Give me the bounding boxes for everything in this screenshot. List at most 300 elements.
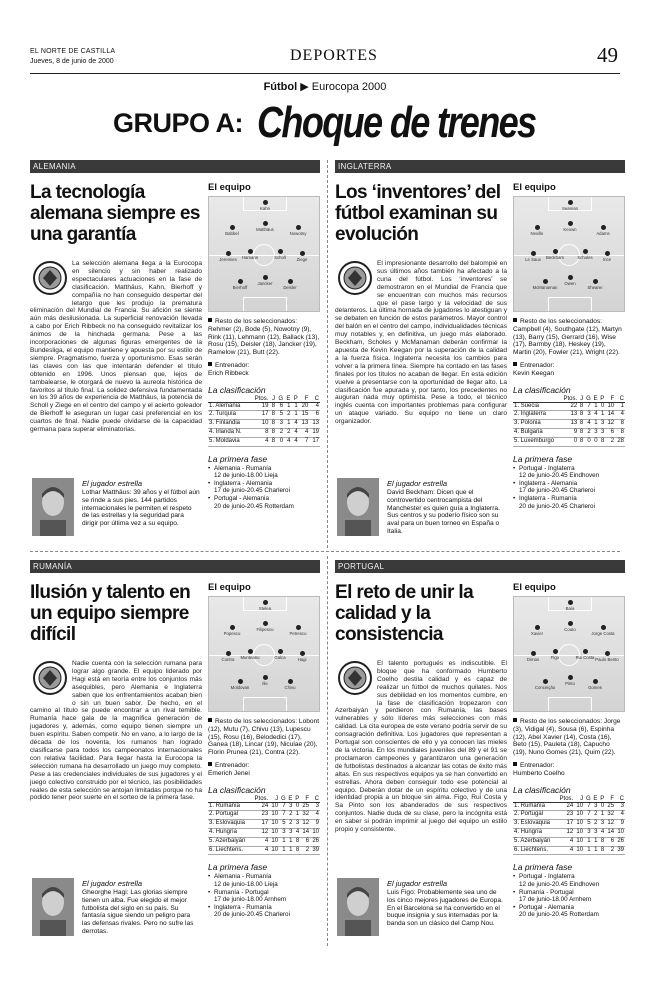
stat-cell: 3 [584,828,592,837]
lineup-pitch [208,196,320,312]
team-section-romania [30,560,320,945]
standings-column-header: J [574,796,584,803]
player-name: Jancker [257,281,273,286]
stat-cell: 22 [560,402,578,411]
stat-cell: 7 [279,811,287,820]
fixture-text: 20 de junio-20.45 Charleroi [519,502,595,510]
star-player-photo [32,478,74,536]
team-name-cell: 2. Turquía [208,411,250,420]
lineup-player [594,251,620,262]
stat-cell: 28 [615,437,625,446]
lineup-player [557,675,583,686]
stat-cell: 4 [251,837,269,846]
standings-column-header: Ptos. [560,396,578,403]
player-marker-icon [288,679,293,684]
lineup-player [289,251,315,262]
table-row [208,437,320,446]
bullet-icon: • [208,903,211,911]
standings-column-header: G [586,395,591,402]
team-name-cell: 1. Rumanía [513,802,556,811]
fixture-line [513,873,625,881]
standings-column-header: J [578,396,584,403]
bullet-icon [208,718,212,722]
fixtures-list [513,873,625,919]
stat-cell: 10 [574,802,584,811]
team-section-portugal [335,560,625,945]
article-text: La selección alemana llega a la Eurocopa en silencio y sin haber realizado espectaculares actuaciones en la fase de clasificación. Matthäus, Kahn, Bierhoff y compañía no han conseguido despertar del letargo que les produjo la prematura eliminación del Mundial de Francia. Su afición se siente aún más desilusionada. La superficial renovación llevada a cabo por Erich Ribbeck no ha conseguido revitalizar los ánimos de la hinchada germana. Pese a las incorporaciones de algunas figuras emergentes de la Bundesliga, el equipo mantiene y apuesta por su estilo de siempre. Pragmatismo, fuerza y oportunismo. Esas serán las claves con las que intentarán defender el título obtenido en 1996. Unos piensan que, lejos de tambalearse, le otorgará de nuevo la aureola histórica de favoritos al título final. La solidez defensiva fundamentada en los 39 años de experiencia de Matthäus, la potencia de Scholl y Ziege en el centro del campo y el acierto goleador de Bierhoff le aseguran un lugar casi preferencial en los cuartos de final. Nadie puede olvidarse de la capacidad germana para superar eliminatorias. [30,260,202,434]
stat-cell: 7 [584,402,592,411]
star-player-photo [32,878,74,936]
article-title: El reto de unir la calidad y la consistencia [335,582,474,645]
standings-table [208,796,320,856]
coach-name: Emerich Jenei [208,769,250,777]
stat-cell: 0 [293,802,300,811]
stat-cell: 0 [592,437,599,446]
player-marker-icon [568,621,573,626]
player-name: Hagi [297,657,307,662]
classification-heading: La clasificación [513,384,571,395]
lineup-player [524,625,550,636]
player-name: Conceição [534,685,556,690]
stat-cell: 2 [584,428,592,437]
stat-cell: 8 [578,437,584,446]
fixture-line [513,911,625,919]
standings-column-header: P [600,795,605,802]
lineup-player [252,621,278,632]
sidebar [513,182,625,510]
lineup-player [557,275,583,286]
stat-cell: 8 [578,411,584,420]
player-name: Baía [565,606,575,611]
fixture-text: Portugal - Alemania [214,494,269,502]
standings-column-header: F [300,796,310,803]
fixture-line [208,480,320,488]
team-name-cell: 3. Eslovaquia [513,820,556,829]
star-label: El jugador estrella [387,479,448,488]
player-name: Gomes [588,685,602,690]
stat-cell: 10 [615,828,625,837]
team-heading: El equipo [513,182,556,193]
player-name: Filipescu [256,627,274,632]
issue-date: Jueves, 8 de junio de 2000 [30,58,114,65]
stat-cell: 8 [578,402,584,411]
player-marker-icon [263,600,268,605]
standings-table [513,796,625,856]
stat-cell: 1 [584,846,592,855]
stat-cell: 5 [276,411,284,420]
kicker [0,80,650,93]
star-label: El jugador estrella [82,879,143,888]
table-row [208,846,320,855]
article-text: El impresionante desarrollo del balompié en sus últimos años también ha afectado a la cuna del fútbol. Los ‘inventores’ se demostraron en el Mundial de Francia que se encuentran con muchos más recursos que el pase largo y la velocidad de sus delanteros. La última hornada de jugadores lo atestiguan y se debaten en función de estos parámetros. Mayor control del balón en el centro del campo, individualidades técnicas muy notables y, en definitiva, un juego más elaborado. Beckham, Scholes y McManaman deberán confirmar la apuesta de Kevin Keegan por la superación de la calidad a la fuerza física. Inglaterra necesita los cambios para volver a la primera línea. Siempre ha contado en las fases finales por los títulos no acaban de llegar. En esta edición vuelve a presentarse con la oportunidad de llegar alto. La clasificación fue apurada y, por tanto, los precedentes no auguran nada muy optimista. Pese a todo, el técnico inglés cuenta con importantes problemas para configurar un ataque variado. Su equipo no tiene un claro organizador. [335,260,507,426]
stat-cell: 1 [291,402,298,411]
lineup-player [285,225,311,236]
team-name-cell: 2. Inglaterra [513,411,560,420]
table-row [208,837,320,846]
bullet-icon: • [208,464,211,472]
stat-cell: 6 [309,411,320,420]
stat-cell: 14 [605,411,615,420]
group-label: GRUPO A: [112,107,243,138]
classification-heading: La clasificación [513,784,571,795]
reserves-text: Resto de los seleccionados: Rehmer (2), Bode (5), Nowotny (9), Rink (11), Lehmann (12), Ballack (13), Rosu (15), Deisler (18), Jancker (19), Ramelow (21), Butt (22). [208,318,320,357]
fixture-text: 12 de junio-18.00 Lieja [214,472,278,480]
fixture-line [208,904,320,912]
player-marker-icon [568,675,573,680]
standings-column-header: J [269,396,276,403]
player-marker-icon [226,651,231,656]
player-marker-icon [543,279,548,284]
player-name: Seaman [561,206,578,211]
stat-cell: 4 [584,420,592,429]
classification-heading: La clasificación [208,784,266,795]
fixture-line [208,881,320,889]
team-name-cell: 3. Finlandia [208,420,250,429]
stat-cell: 4 [309,402,320,411]
fixture-text: Portugal - Alemania [519,903,574,911]
coach-name: Erich Ribbeck [208,369,249,377]
stat-cell: 4 [291,420,298,429]
player-name: Ilie [262,681,268,686]
fixture-line [513,480,625,488]
lineup-player [277,679,303,690]
standings-column-header: F [605,796,615,803]
country-bar: PORTUGAL [335,560,625,573]
player-name: Moldovan [230,685,250,690]
star-label: El jugador estrella [387,879,448,888]
reserves-text: Resto de los seleccionados: Jorge (3), Vidigal (4), Sousa (6), Espinha (12), Abel Xavier (14), Costa (16), Beto (15), Pauleta (18), Capucho (19), Nuno Gomes (21), Quim (22). [513,718,621,757]
lineup-pitch [208,596,320,712]
stat-cell: 3 [592,828,599,837]
stat-cell: 5 [279,820,287,829]
fixture-text: Inglaterra - Alemania [214,479,273,487]
stat-cell: 2 [605,437,615,446]
stat-cell: 32 [300,811,310,820]
star-text: Luis Figo: Probablemente sea uno de los cinco mejores jugadores de Europa. En el Barcelona se ha convertido en el buque insignia y sus internadas por la banda son un clásico del Camp Nou. [387,889,503,928]
article-title: La tecnología alemana siempre es una garantía [30,182,200,245]
fixture-text: Alemania - Rumanía [214,873,272,881]
fixture-text: 20 de junio-20.45 Rotterdam [214,502,294,510]
stat-cell: 14 [605,828,615,837]
stat-cell: 1 [287,837,294,846]
stat-cell: 4 [291,428,298,437]
coach-line [513,762,625,778]
fixture-line [513,495,625,503]
player-name: Contra [221,657,235,662]
stat-cell: 19 [309,428,320,437]
stat-cell: 1 [291,411,298,420]
article-title: Los ‘inventores’ del fútbol examinan su evolución [335,182,501,245]
player-marker-icon [601,625,606,630]
stat-cell: 24 [556,802,574,811]
sidebar [208,182,320,510]
fixture-line [208,465,320,473]
player-marker-icon [278,649,283,654]
stat-cell: 8 [269,437,276,446]
fixture-line [513,904,625,912]
table-row [208,402,320,411]
coach-label: Entrenador: [520,361,555,369]
stat-cell: 2 [284,428,291,437]
player-marker-icon [605,251,610,256]
player-name: Adams [596,231,610,236]
team-name-cell: 2. Portugal [513,811,556,820]
table-row [513,411,625,420]
standings-table [208,396,320,447]
player-name: Popescu [223,631,241,636]
lineup-player [285,625,311,636]
fixture-line [513,896,625,904]
stat-cell: 1 [284,402,291,411]
player-marker-icon [238,679,243,684]
lineup-player [542,649,568,660]
player-name: Hamann [241,255,259,260]
fixture-text: Inglaterra - Rumanía [519,494,577,502]
stat-cell: 4 [615,411,625,420]
team-section-england [335,160,625,545]
table-row [513,420,625,429]
player-marker-icon [543,679,548,684]
table-row [513,846,625,855]
stat-cell: 8 [578,428,584,437]
stat-cell: 4 [556,846,574,855]
player-name: Paulo Bento [595,657,619,662]
player-marker-icon [296,625,301,630]
star-player-box [30,878,202,940]
stat-cell: 10 [605,402,615,411]
stat-cell: 13 [299,420,310,429]
standings-column-header: C [615,396,625,403]
kicker-event: Eurocopa 2000 [311,81,387,93]
player-name: Chivu [284,685,296,690]
team-name-cell: 1. Rumanía [208,802,251,811]
standings-table [513,396,625,447]
stat-cell: 2 [592,811,599,820]
stat-cell: 13 [560,420,578,429]
lineup-player [532,679,558,690]
lineup-player [219,625,245,636]
team-heading: El equipo [208,182,251,193]
stat-cell: 12 [605,820,615,829]
player-name: Matthäus [256,227,274,232]
stat-cell: 4 [293,828,300,837]
table-row [208,820,320,829]
fixture-line [513,881,625,889]
lineup-player [237,249,263,260]
stat-cell: 32 [605,811,615,820]
standings-column-header: P [295,795,300,802]
bullet-icon: • [513,479,516,487]
player-name: Stelea [258,606,272,611]
standings-column-header: J [269,796,279,803]
lineup-player [227,679,253,690]
standings-column-header: E [288,795,293,802]
player-marker-icon [568,275,573,280]
player-marker-icon [553,649,558,654]
coach-line [208,762,320,778]
player-marker-icon [263,675,268,680]
play-arrow-icon: ▶ [300,81,309,93]
lineup-player [582,279,608,290]
kicker-sport: Fútbol [263,81,298,93]
stat-cell: 1 [279,846,287,855]
sidebar [513,582,625,919]
team-name-cell: 4. Bulgaria [513,428,560,437]
coach-line [208,362,320,378]
stat-cell: 10 [269,802,279,811]
bullet-icon: • [208,494,211,502]
team-name-cell: 6. Liechtens. [513,846,556,855]
stat-cell: 10 [574,828,584,837]
stat-cell: 8 [615,428,625,437]
stat-cell: 8 [250,428,269,437]
player-name: Neville [530,231,544,236]
stat-cell: 4 [291,437,298,446]
stat-cell: 13 [309,420,320,429]
bullet-icon [208,362,212,366]
standings-column-header: Ptos. [250,396,269,403]
lineup-player [557,200,583,211]
stat-cell: 8 [269,420,276,429]
stat-cell: 8 [599,437,606,446]
coach-name: Kevin Keegan [513,369,555,377]
stat-cell: 6 [605,428,615,437]
stat-cell: 3 [279,828,287,837]
fixture-text: 17 de junio-20.45 Charleroi [519,487,595,495]
stat-cell: 2 [287,820,294,829]
column-divider-bottom [327,556,328,946]
stat-cell: 26 [310,837,320,846]
stat-cell: 4 [556,837,574,846]
table-row [208,428,320,437]
stat-cell: 0 [276,437,284,446]
stat-cell: 10 [250,420,269,429]
bullet-icon: • [513,873,516,881]
player-name: Bierhoff [232,285,248,290]
first-round-heading: La primera fase [513,862,573,873]
team-heading: El equipo [208,582,251,593]
stat-cell: 10 [269,820,279,829]
table-row [513,402,625,411]
stat-cell: 12 [300,820,310,829]
stat-cell: 8 [269,411,276,420]
stat-cell: 3 [287,828,294,837]
fixture-line [208,889,320,897]
coach-name: Humberto Coelho [513,769,565,777]
player-marker-icon [605,651,610,656]
star-text: Lothar Matthäus: 39 años y el fútbol aún se rinde a sus pies. 144 partidos internacionales le permiten el respeto de las estrellas y la seguridad para dirigir por última vez a su equipo. [82,489,200,528]
stat-cell: 1 [287,846,294,855]
reserves-text: Resto de los seleccionados: Campbell (4), Southgate (12), Martyn (13), Barry (15), Gerrard (16), Wise (17), Barmby (18), Heskey (19), Martin (20), Fowler (21), Wright (22). [513,318,622,357]
fixture-line [208,503,320,511]
stat-cell: 23 [556,811,574,820]
table-row [513,837,625,846]
bullet-icon: • [208,479,211,487]
reserves-list [513,718,625,757]
stat-cell: 1 [599,411,606,420]
stat-cell: 2 [276,428,284,437]
article-title: Ilusión y talento en un equipo siempre difícil [30,582,191,645]
star-player-box [335,478,507,540]
player-name: Scholes [577,255,593,260]
stat-cell: 4 [284,437,291,446]
stat-cell: 25 [300,802,310,811]
player-name: Kahn [259,206,271,211]
stat-cell: 13 [560,411,578,420]
bullet-icon: • [513,903,516,911]
sidebar [208,582,320,919]
country-bar: ALEMANIA [30,160,320,173]
table-row [513,811,625,820]
player-marker-icon [568,600,573,605]
standings-column-header: E [593,795,598,802]
team-name-cell: 3. Eslovaquia [208,820,251,829]
stat-cell: 3 [592,802,599,811]
stat-cell: 9 [310,820,320,829]
player-marker-icon [593,279,598,284]
player-name: Pinto [565,681,575,686]
article-text: El talento portugués es indiscutible. El bloque que ha conformado Humberto Coelho destila calidad y es capaz de realizar un fútbol de muchos quilates. Nos sus debilidad en los momentos cumbre, en la fase de clasificación tropezaron con Azerbaiyán y perdieron con Rumanía, las bases vulnerables y sólo líderes más selecciones con más calidad. La cita europea de este verano podría servir de su consagración definitiva. Los jugadores que representan a Portugal son conscientes de ello y ya conocen las mieles de la victoria. En los mundiales juveniles del 89 y el 91 se proclamaron campeones y garantizaron una generación de futbolistas destinados a alcanzar las cotas de éxito más altas. En sus respectivos equipos ya se han convertido en estrellas. Ahora deben conseguir todo ese potencial al equipo. Deberán dotar de un espíritu colectivo y de una identidad propia a un bloque sin alma. Figo, Rui Costa y Sa Pinto son los abanderados de sus respectivos conjuntos. Nadie duda de su clase, pero la incógnita está en saber si podrán imprimir al juego del equipo un estilo propio y consistente. [335,660,507,834]
player-marker-icon [593,679,598,684]
team-heading: El equipo [513,582,556,593]
stat-cell: 3 [592,428,599,437]
team-name-cell: 4. Hungría [208,828,251,837]
player-name: Figo [550,655,560,660]
player-name: Shearer [587,285,603,290]
player-name: Scholl [274,255,286,260]
standings-column-header: G [280,795,286,802]
star-text: David Beckham: Dicen que el controvertido centrocampista del Manchester es quien guía a Inglaterra. Sus centros y su poderío físico son su aval para un buen torneo en España o Italia. [387,489,500,535]
stat-cell: 2 [284,411,291,420]
reserves-list [513,318,625,357]
player-marker-icon [238,279,243,284]
newspaper-name: EL NORTE DE CASTILLA [30,48,116,55]
fixture-text: 12 de junio-18.00 Lieja [214,880,278,888]
stat-cell: 7 [279,802,287,811]
stat-cell: 3 [598,820,605,829]
stat-cell: 17 [250,411,269,420]
stat-cell: 10 [574,837,584,846]
lineup-player [237,649,263,660]
fixture-line [513,889,625,897]
bullet-icon: • [208,873,211,881]
lineup-player [557,600,583,611]
stat-cell: 3 [287,802,294,811]
fixture-text: Rumanía - Portugal [214,888,269,896]
stat-cell: 8 [293,837,300,846]
player-marker-icon [230,625,235,630]
stat-cell: 0 [598,802,605,811]
stat-cell: 10 [269,828,279,837]
stat-cell: 6 [276,402,284,411]
stat-cell: 10 [269,811,279,820]
stat-cell: 4 [250,437,269,446]
fixture-line [208,487,320,495]
player-marker-icon [535,625,540,630]
classification-heading: La clasificación [208,384,266,395]
reserves-text: Resto de los seleccionados: Lobont (12), Mutu (7), Chivu (13), Lupescu (15), Rosu (16), Belodedici (17), Ganea (18), Lincar (19), Niculae (20), Florin Prunea (21), Contra (22). [208,718,320,757]
stat-cell: 10 [310,828,320,837]
stat-cell: 4 [615,811,625,820]
fixture-line [513,503,625,511]
banner [0,98,650,153]
stat-cell: 19 [250,402,269,411]
star-player-photo [337,478,379,536]
stat-cell: 10 [574,811,584,820]
table-row [208,420,320,429]
bullet-icon: • [208,888,211,896]
stat-cell: 1 [615,402,625,411]
